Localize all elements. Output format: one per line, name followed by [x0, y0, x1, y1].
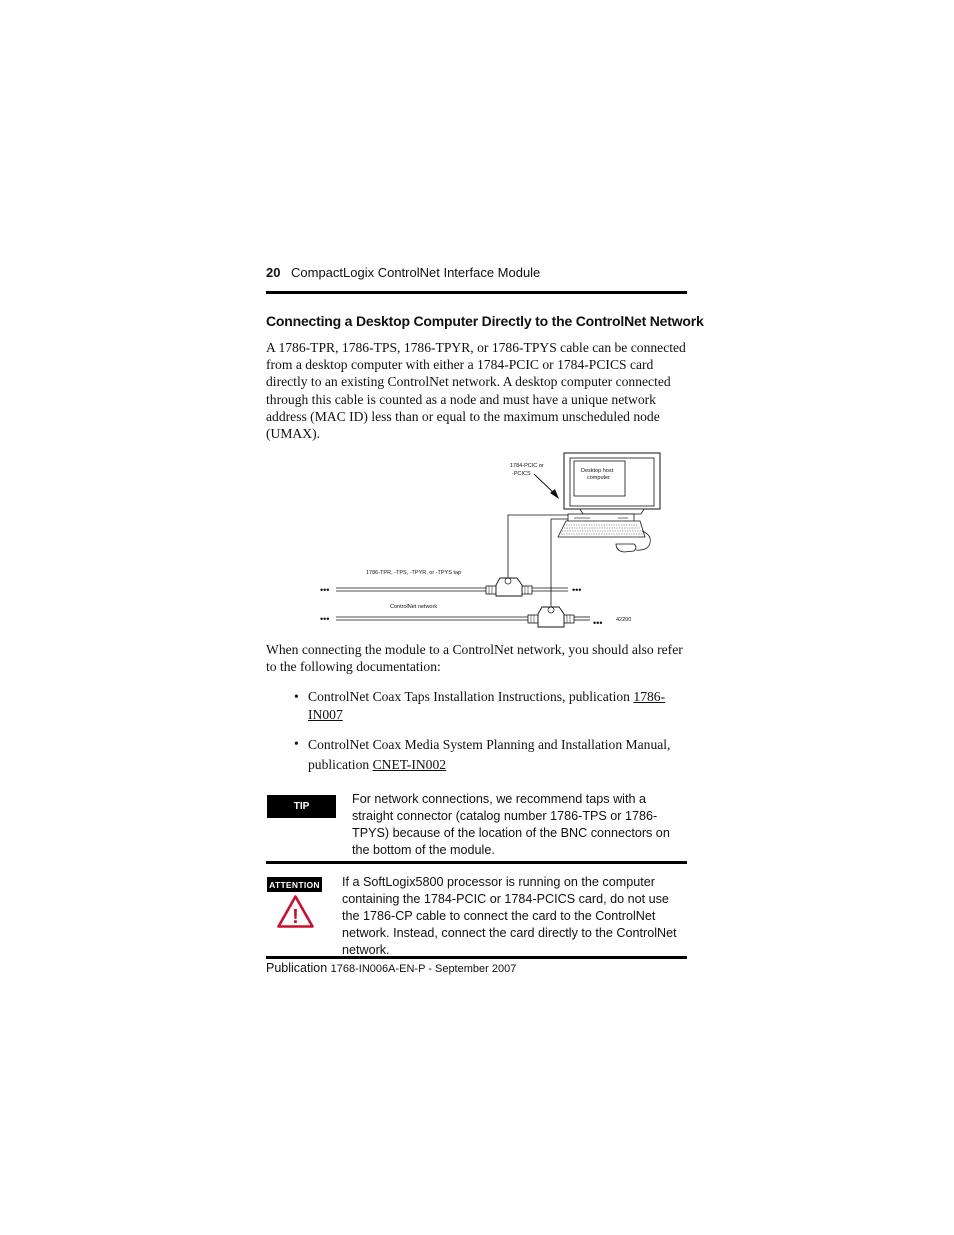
bullet-marker: • — [294, 689, 299, 704]
tap-label: 1786-TPR, -TPS, -TPYR, or -TPYS tap — [366, 570, 462, 576]
section-title: Connecting a Desktop Computer Directly to the ControlNet Network — [266, 313, 704, 329]
figure-number: 42200 — [616, 617, 632, 623]
running-title: CompactLogix ControlNet Interface Module — [291, 265, 541, 280]
publication-link-1786-in007[interactable]: 1786-IN007 — [308, 689, 666, 722]
warning-triangle-icon — [277, 895, 314, 928]
network-label: ControlNet network — [390, 604, 438, 610]
intro-paragraph: A 1786-TPR, 1786-TPS, 1786-TPYR, or 1786-TPYS cable can be connected from a desktop computer with either a 1784-PCIC or 1784-PCICS card directly to an existing ControlNet network. A desktop computer connected through this cable is counted as a node and must have a unique network address (MAC ID) less than or equal to the maximum unscheduled node (UMAX). — [266, 340, 686, 442]
publication-link-cnet-in002[interactable]: CNET-IN002 — [372, 756, 447, 772]
coax-tap-icon — [486, 578, 532, 596]
ellipsis-lower-left: ••• — [320, 614, 330, 624]
bullet-text: ControlNet Coax Taps Installation Instructions, publication — [308, 689, 634, 704]
network-connection-diagram — [300, 447, 670, 637]
documentation-paragraph: When connecting the module to a ControlNet network, you should also refer to the following documentation: — [266, 642, 683, 675]
page-footer — [266, 961, 516, 975]
tip-text: For network connections, we recommend taps with a straight connector (catalog number 1786-TPS or 1786-TPYS) because of the location of the BNC connectors on the bottom of the module. — [352, 792, 670, 857]
attention-text: If a SoftLogix5800 processor is running on the computer containing the 1784-PCIC or 1784-PCICS card, do not use the 1786-CP cable to connect the card to the ControlNet network. Instead, connect the card directly to the ControlNet network. — [342, 875, 677, 957]
bullet-marker: • — [294, 736, 299, 751]
publication-id: 1768-IN006A-EN-P - September 2007 — [330, 963, 517, 975]
coax-tap-icon — [528, 607, 574, 627]
computer-label-line1: Desktop host — [581, 468, 614, 474]
page-number: 20 — [266, 265, 281, 280]
card-label-line2: -PCICS — [512, 471, 531, 477]
attention-box — [266, 861, 687, 959]
page-header — [266, 265, 687, 294]
card-label-line1: 1784-PCIC or — [510, 463, 544, 469]
attention-label: ATTENTION — [267, 877, 322, 892]
bullet-text: ControlNet Coax Media System Planning and Installation Manual, publication — [308, 737, 671, 772]
tip-label: TIP — [267, 795, 336, 818]
ellipsis-upper-right: ••• — [572, 585, 582, 595]
computer-label-line2: computer — [587, 475, 610, 481]
footer-prefix: Publication — [266, 961, 328, 975]
warning-glyph: ! — [292, 906, 299, 928]
ellipsis-lower-right: ••• — [593, 618, 603, 628]
ellipsis-upper-left: ••• — [320, 585, 330, 595]
